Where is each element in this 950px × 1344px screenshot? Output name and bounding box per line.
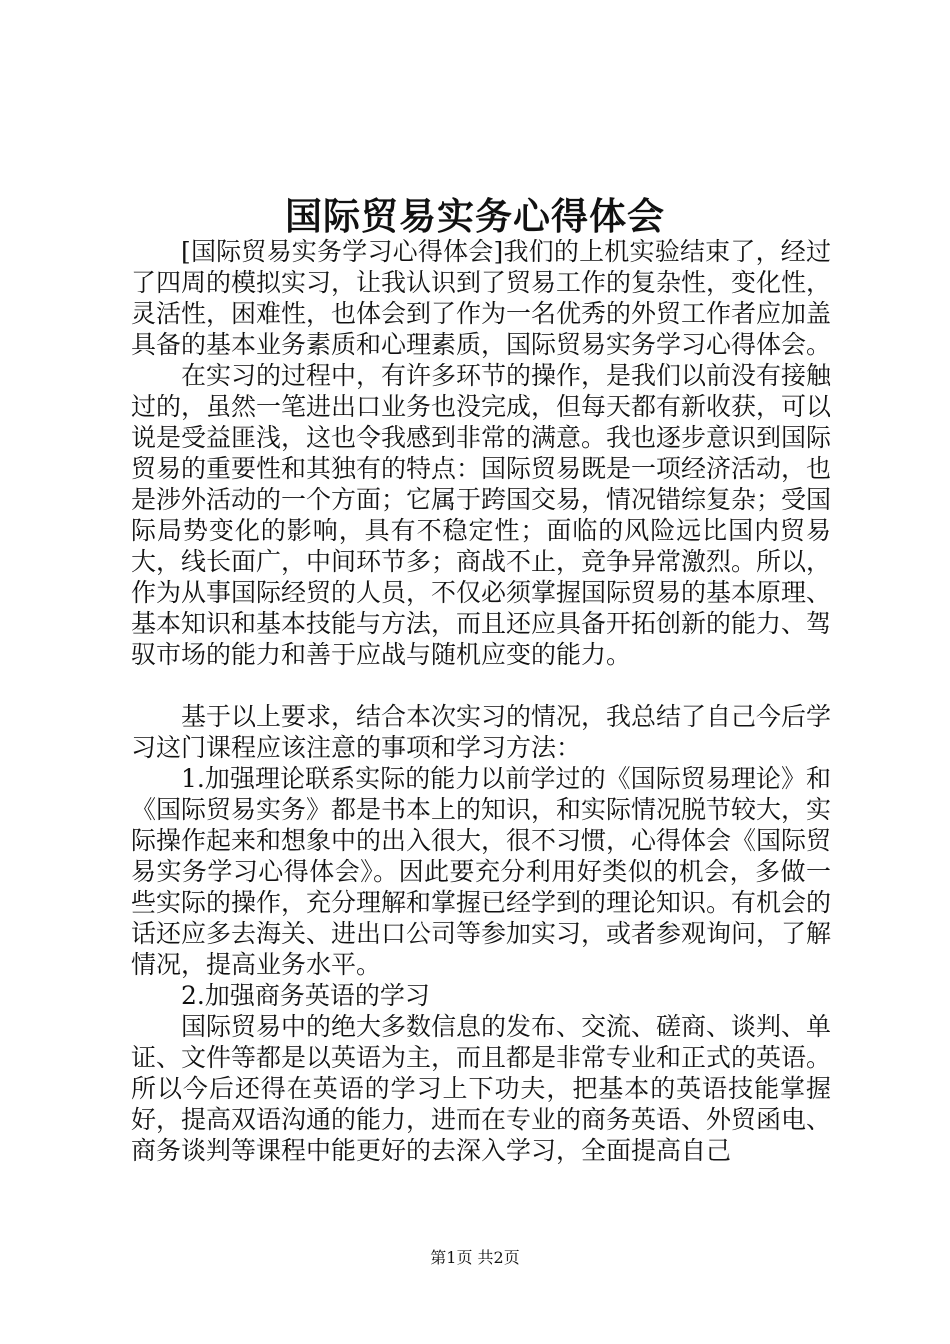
document-title: 国际贸易实务心得体会 bbox=[285, 194, 665, 238]
paragraph-summary-intro: 基于以上要求，结合本次实习的情况，我总结了自己今后学习这门课程应该注意的事项和学习方法： bbox=[131, 702, 832, 762]
paragraph-internship-experience: 在实习的过程中，有许多环节的操作，是我们以前没有接触过的，虽然一笔进出口业务也没完成，但每天都有新收获，可以说是受益匪浅，这也令我感到非常的满意。我也逐步意识到国际贸易的重要性和其独有的特点：国际贸易既是一项经济活动，也是涉外活动的一个方面；它属于跨国交易，情况错综复杂；受国际局势变化的影响，具有不稳定性；面临的风险远比国内贸易大，线长面广，中间环节多；商战不止，竞争异常激烈。所以，作为从事国际经贸的人员，不仅必须掌握国际贸易的基本原理、基本知识和基本技能与方法，而且还应具备开拓创新的能力、驾驭市场的能力和善于应战与随机应变的能力。 bbox=[131, 361, 832, 669]
paragraph-point-2-body: 国际贸易中的绝大多数信息的发布、交流、磋商、谈判、单证、文件等都是以英语为主，而且都是非常专业和正式的英语。所以今后还得在英语的学习上下功夫，把基本的英语技能掌握好，提高双语沟通的能力，进而在专业的商务英语、外贸函电、商务谈判等课程中能更好的去深入学习，全面提高自己 bbox=[131, 1012, 832, 1165]
paragraph-intro: [国际贸易实务学习心得体会]我们的上机实验结束了，经过了四周的模拟实习，让我认识到了贸易工作的复杂性，变化性，灵活性，困难性，也体会到了作为一名优秀的外贸工作者应加盖具备的基本业务素质和心理素质，国际贸易实务学习心得体会。 bbox=[131, 237, 832, 359]
paragraph-point-1: 1.加强理论联系实际的能力以前学过的《国际贸易理论》和《国际贸易实务》都是书本上的知识，和实际情况脱节较大，实际操作起来和想象中的出入很大，很不习惯，心得体会《国际贸易实务学习心得体会》。因此要充分利用好类似的机会，多做一些实际的操作，充分理解和掌握已经学到的理论知识。有机会的话还应多去海关、进出口公司等参加实习，或者参观询问，了解情况，提高业务水平。 bbox=[131, 764, 832, 979]
page-indicator: 第1页 共2页 bbox=[430, 1248, 520, 1267]
paragraph-point-2-heading: 2.加强商务英语的学习 bbox=[181, 981, 430, 1010]
document-body bbox=[131, 236, 831, 1166]
